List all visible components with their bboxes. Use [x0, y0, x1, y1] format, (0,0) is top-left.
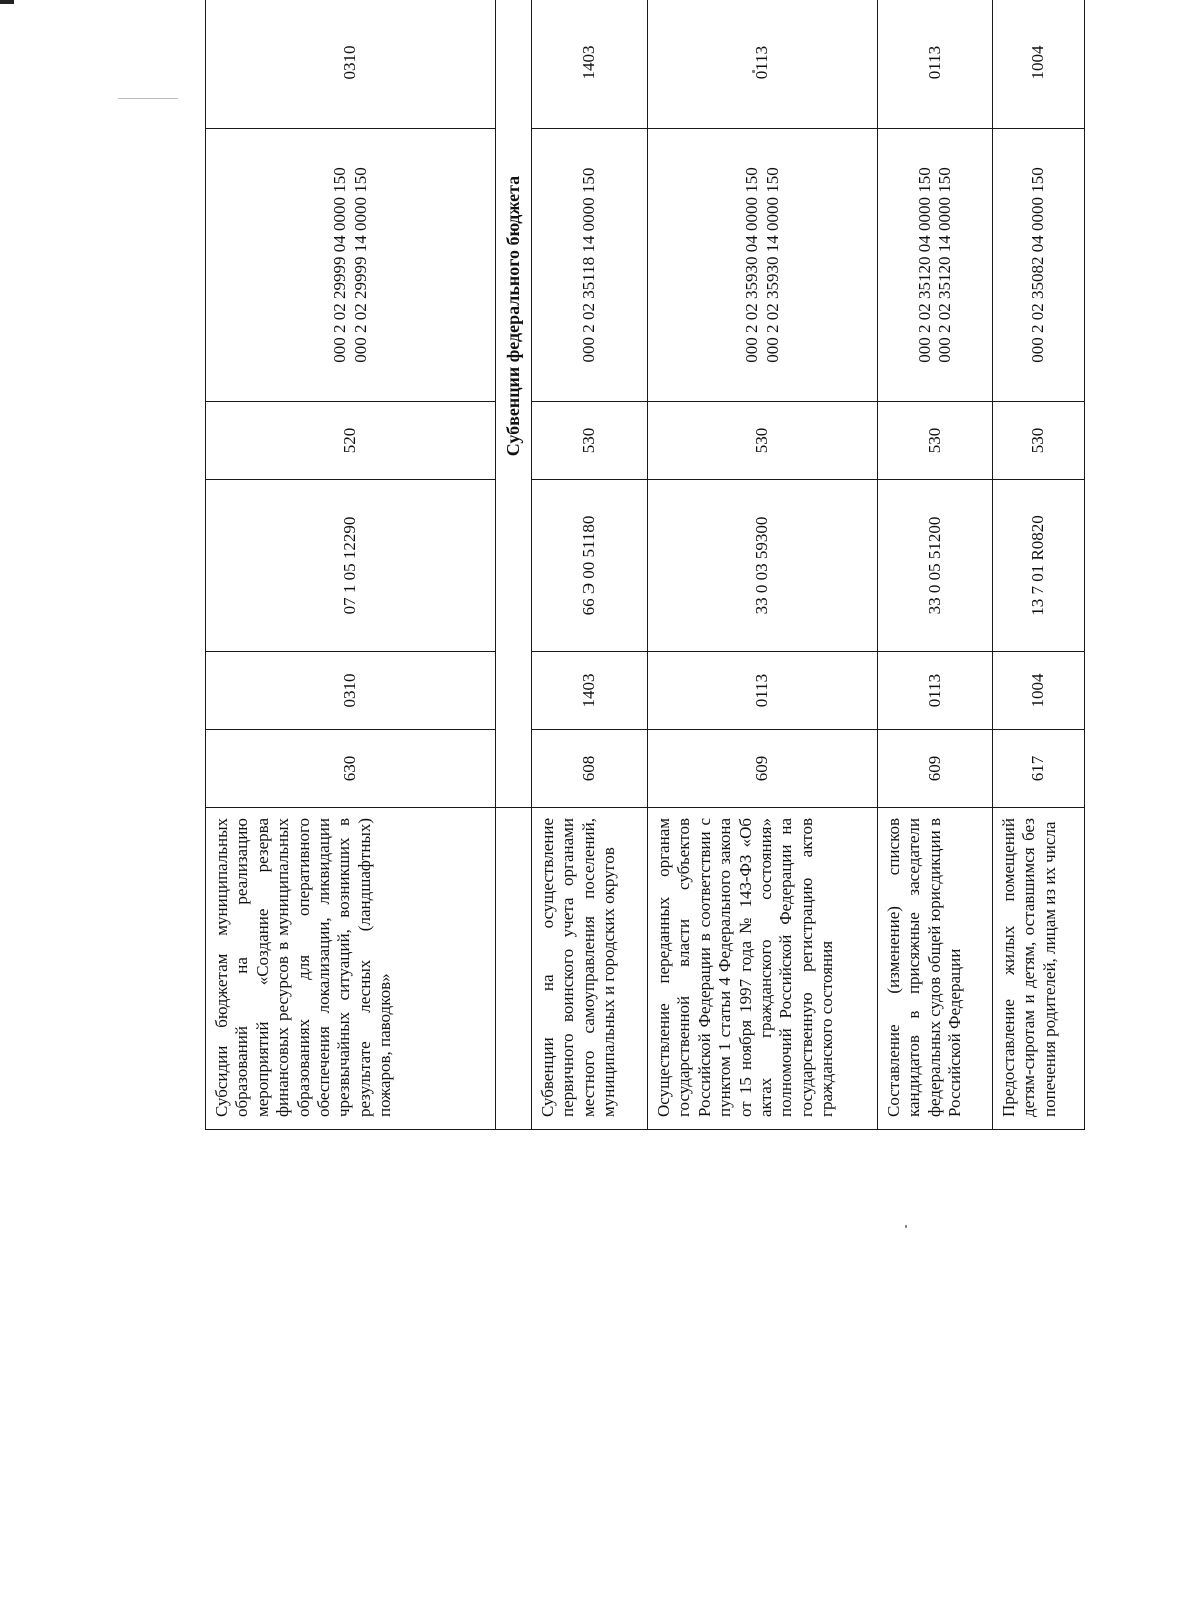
income-code-line: 000 2 02 35120 14 0000 150 [935, 167, 954, 363]
csr-code: 66 Э 00 51180 [532, 480, 648, 652]
ved-code: 609 [648, 730, 878, 808]
scan-speck [118, 98, 178, 99]
vr-code: 520 [206, 402, 496, 480]
razdel2-code: 1403 [532, 0, 648, 129]
row-description: Субсидии бюджетам муниципальных образований на реализацию мероприятий «Создание резерва финансовых ресурсов в муниципальных образованиях для оперативного обеспечения локализации, ликвидации чрезвычайных ситуаций, возникших в результате лесных (ландшафтных) пожаров, паводков» [206, 808, 496, 1130]
rotated-document [205, 45, 1059, 1130]
razdel-code: 0113 [648, 652, 878, 730]
income-codes [532, 129, 648, 402]
razdel-code: 1004 [993, 652, 1085, 730]
row-description: Субвенции на осуществление первичного воинского учета органами местного самоуправления поселений, муниципальных и городских округов [532, 808, 648, 1130]
income-codes [993, 129, 1085, 402]
razdel2-code: 1004 [993, 0, 1085, 129]
ved-code: 630 [206, 730, 496, 808]
income-code-line: 000 2 02 35930 04 0000 150 [742, 167, 762, 363]
csr-code: 13 7 01 R0820 [993, 480, 1085, 652]
razdel2-code: 0310 [206, 0, 496, 129]
income-codes [648, 129, 878, 402]
csr-code: 33 0 05 51200 [878, 480, 993, 652]
csr-code: 07 1 05 12290 [206, 480, 496, 652]
razdel2-code: 0113 [878, 0, 993, 129]
income-code-line: 000 2 02 35120 04 0000 150 [914, 167, 934, 363]
vr-code: 530 [648, 402, 878, 480]
vr-code: 530 [878, 402, 993, 480]
table-row [532, 0, 648, 1130]
table-row [206, 0, 496, 1130]
table-row [993, 0, 1085, 1130]
income-code-line: 000 2 02 35118 14 0000 150 [579, 167, 599, 363]
scan-edge-mark [0, 0, 14, 4]
section-row [496, 0, 532, 1130]
section-empty-cell [496, 808, 532, 1130]
income-code-line: 000 2 02 35930 14 0000 150 [762, 167, 782, 363]
csr-code: 33 0 03 59300 [648, 480, 878, 652]
ved-code: 609 [878, 730, 993, 808]
ved-code: 617 [993, 730, 1085, 808]
vr-code: 530 [993, 402, 1085, 480]
income-code-line: 000 2 02 29999 04 0000 150 [330, 167, 350, 363]
income-code-line: 000 2 02 35082 04 0000 150 [1028, 167, 1048, 363]
section-header: Субвенции федерального бюджета [496, 0, 532, 808]
budget-code-table [205, 0, 1085, 1130]
income-code-line: 000 2 02 29999 14 0000 150 [350, 167, 370, 363]
table-row [648, 0, 878, 1130]
row-description: Предоставление жилых помещений детям-сиротам и детям, оставшимся без попечения родителей, лицам из их числа [993, 808, 1085, 1130]
razdel-code: 1403 [532, 652, 648, 730]
scan-speck [905, 1225, 907, 1228]
row-description: Составление (изменение) списков кандидатов в присяжные заседатели федеральных судов общей юрисдикции в Российской Федерации [878, 808, 993, 1130]
razdel-code: 0310 [206, 652, 496, 730]
vr-code: 530 [532, 402, 648, 480]
income-codes [206, 129, 496, 402]
income-codes [878, 129, 993, 402]
razdel-code: 0113 [878, 652, 993, 730]
razdel2-code: 0113 [648, 0, 878, 129]
row-description: Осуществление переданных органам государственной власти субъектов Российской Федерации в соответствии с пунктом 1 статьи 4 Федерального закона от 15 ноября 1997 года № 143-ФЗ «Об актах гражданского состояния» полномочий Российской Федерации на государственную регистрацию актов гражданского состояния [648, 808, 878, 1130]
table-row [878, 0, 993, 1130]
ved-code: 608 [532, 730, 648, 808]
